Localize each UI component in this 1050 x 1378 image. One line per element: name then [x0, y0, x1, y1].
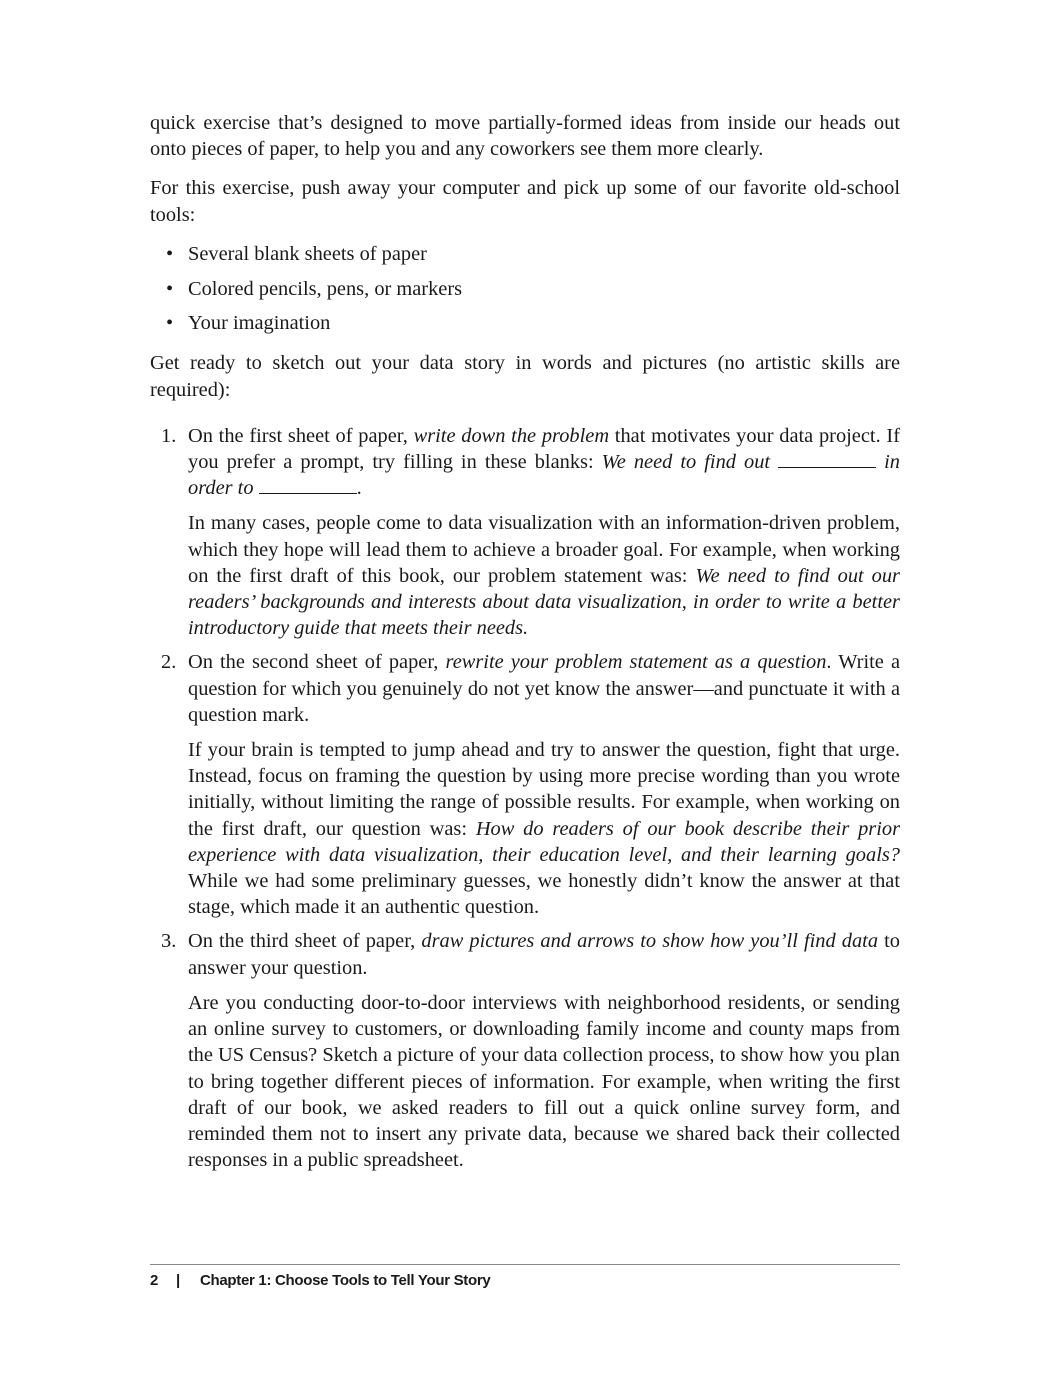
step-emphasis: rewrite your problem statement as a question — [445, 651, 827, 674]
fill-in-blank — [259, 475, 357, 494]
bullet-icon: • — [166, 312, 174, 335]
page-footer — [150, 1272, 490, 1289]
step-3-instruction — [188, 928, 900, 980]
step-text: On the second sheet of paper, — [188, 651, 446, 674]
step-emphasis: We need to find out our readers’ backgrounds and interests about data visualization, in order to write a better introductory guide that meets their needs. — [188, 564, 900, 640]
step-emphasis: We need to find out — [601, 451, 771, 474]
step-text: . Write a question for which you genuinely do not yet know the answer—and punctuate it with a question mark. — [188, 651, 901, 726]
step-text: . — [356, 477, 362, 500]
list-item-text: Colored pencils, pens, or markers — [188, 277, 463, 300]
list-item-text: Several blank sheets of paper — [188, 242, 427, 265]
fill-in-blank — [778, 449, 876, 468]
step-text: While we had some preliminary guesses, we honestly didn’t know the answer at that stage, which made it an authentic question. — [188, 870, 900, 919]
step-2 — [150, 649, 900, 920]
step-number: 2. — [161, 651, 177, 674]
bullet-icon: • — [166, 277, 174, 300]
step-number: 1. — [161, 424, 177, 447]
page-number: 2 — [150, 1272, 159, 1289]
lead-in-paragraph: Get ready to sketch out your data story in words and pictures (no artistic skills are required): — [150, 352, 900, 401]
step-text: On the first sheet of paper, — [188, 424, 414, 447]
step-emphasis: write down the problem — [413, 424, 610, 447]
list-item-text: Your imagination — [188, 312, 331, 335]
page-body — [150, 110, 900, 1181]
step-1 — [150, 423, 900, 642]
step-emphasis: draw pictures and arrows to show how you’ll find data — [421, 930, 879, 953]
step-number: 3. — [161, 930, 177, 953]
step-text: In many cases, people come to data visualization with an information-driven problem, which they hope will lead them to achieve a broader goal. For example, when working on the first draft of this book, our problem statement was: — [188, 512, 900, 587]
footer-divider — [150, 1264, 900, 1265]
step-emphasis: in order to — [188, 451, 900, 500]
step-text: If your brain is tempted to jump ahead and try to answer the question, fight that urge. Instead, focus on framing the question by using more precise wording than you wrote initially, without limiting the range of possible results. For example, when working on the first draft, our question was: — [188, 739, 900, 840]
intro-paragraph-1: quick exercise that’s designed to move partially-formed ideas from inside our heads out onto pieces of paper, to help you and any coworkers see them more clearly. — [150, 112, 900, 161]
chapter-title: Chapter 1: Choose Tools to Tell Your Story — [199, 1272, 491, 1289]
bullet-icon: • — [166, 242, 174, 265]
step-2-instruction — [188, 649, 900, 728]
list-item — [150, 241, 900, 267]
step-3-explanation: Are you conducting door-to-door interviews with neighborhood residents, or sending an online survey to customers, or downloading family income and county maps from the US Census? Sketch a picture of your data collection process, to show how you plan to bring together different pieces of information. For example, when writing the first draft of our book, we asked readers to fill out a quick online survey form, and reminded them not to insert any private data, because we shared back their collected responses in a public spreadsheet. — [188, 991, 900, 1172]
step-2-explanation — [188, 737, 900, 920]
step-text: that motivates your data project. If you prefer a prompt, try filling in these blanks: — [188, 424, 900, 474]
materials-list — [150, 241, 900, 337]
step-emphasis: How do readers of our book describe their prior experience with data visualization, their education level, and their learning goals? — [188, 817, 900, 866]
step-text: to answer your question. — [188, 930, 901, 979]
step-1-explanation — [188, 510, 900, 641]
step-text: On the third sheet of paper, — [188, 930, 422, 953]
list-item — [150, 310, 900, 336]
list-item — [150, 276, 900, 302]
intro-paragraph-2: For this exercise, push away your computer and pick up some of our favorite old-school tools: — [150, 177, 900, 226]
step-3 — [150, 928, 900, 1173]
step-1-instruction — [188, 423, 900, 502]
footer-separator: | — [176, 1272, 180, 1289]
steps-list — [150, 423, 900, 1173]
